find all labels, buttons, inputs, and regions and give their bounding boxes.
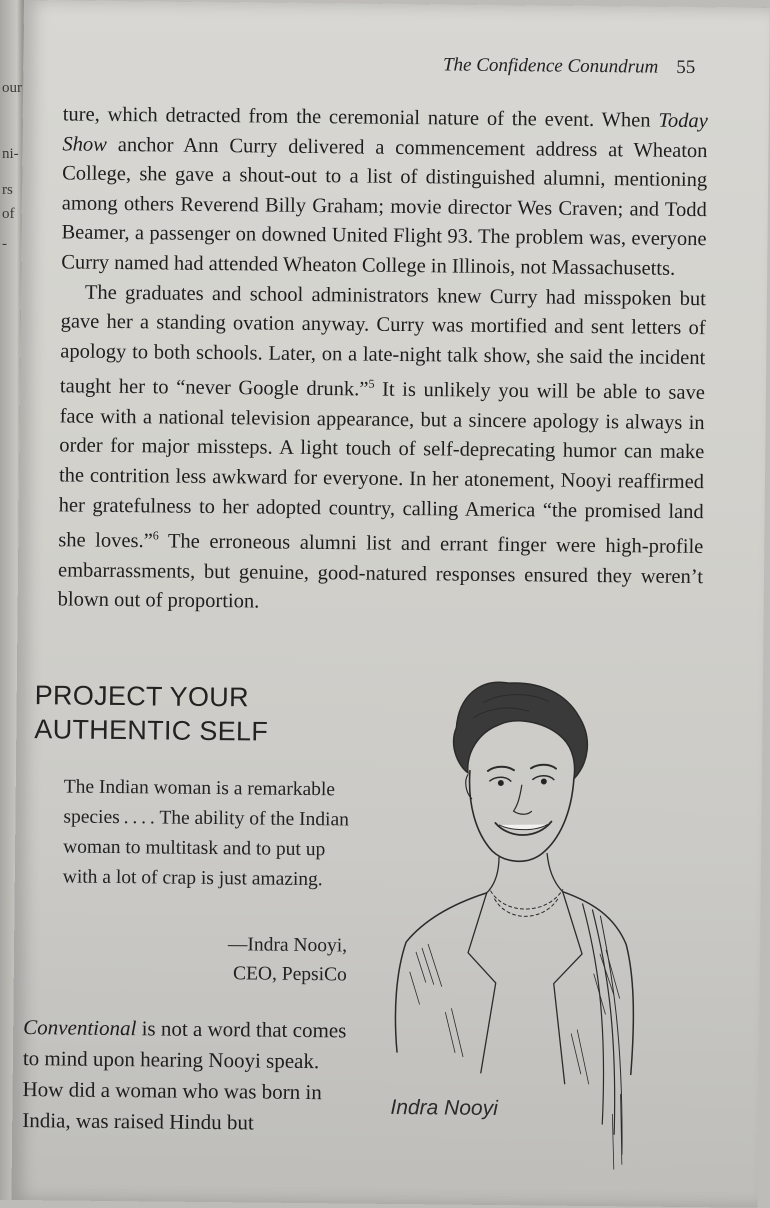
prev-page-fragment: - [2,236,7,252]
paragraph-text: anchor Ann Curry delivered a commencement address at Wheaton College, she gave a shout-out to a list of distinguished alumni, mentioning among others Reverend Billy Graham; movie director Wes Craven; and Todd Beamer, a passenger on downed United Flight 93. The problem was, everyone Curry named had attended Wheaton College in Illinois, not Massachusetts. [61,133,708,280]
prev-page-fragment: rs [2,182,13,198]
paragraph-1 [61,100,708,284]
paragraph-text: It is unlikely you will be able to save face with a national television appearance, but a sincere apology is always in order for major missteps. A light touch of self-deprecating humor can make the contrition less awkward for everyone. In her atonement, Nooyi reaffirmed her gratefulness to her adopted country, calling America “the promised land she loves.” [58,378,706,553]
footnote-marker: 5 [368,376,375,392]
page-number: 55 [676,56,696,79]
paragraph-text: The erroneous alumni list and errant finger were high-profile embarrassments, but genuine, good-natured responses ensured they weren’t blown out of proportion. [57,530,704,613]
section-heading-line: PROJECT YOUR [34,680,250,713]
attribution-author: —Indra Nooyi, [227,934,348,957]
prev-page-fragment: our [2,80,22,96]
paragraph-text: The graduates and school administrators knew Curry had misspoken but gave her a standing ovation anyway. Curry was mortified and sent letters of apology to both schools. Later, on a late-night talk show, she said the incident taught her to “never Google drunk.” [59,281,707,401]
paragraph-text: ture, which detracted from the ceremonial nature of the event. When [62,103,659,132]
running-head: The Confidence Conundrum [442,54,659,78]
prev-page-fragment: ni- [2,146,19,162]
italic-title: Today Show [62,109,708,156]
epigraph-quote: The Indian woman is a remarkable species . . . . The ability of the Indian woman to multitask and to put up with a lot of crap is just amazing. [62,776,350,891]
italic-word: Conventional [23,1015,137,1041]
section-heading [34,678,335,749]
section-body-text [22,1012,353,1139]
body-text [58,100,708,621]
illustration-caption: Indra Nooyi [390,1095,498,1121]
paragraph-2 [58,278,706,622]
section-heading-line: AUTHENTIC SELF [34,714,269,747]
epigraph-attribution [62,928,348,989]
page-header [443,54,696,79]
paragraph-text: is not a word that comes to mind upon hearing Nooyi speak. How did a woman who was born in India, was raised Hindu but [22,1016,347,1135]
attribution-role: CEO, PepsiCo [232,963,347,986]
footnote-marker: 6 [152,528,159,543]
book-page [11,0,770,1208]
prev-page-fragment: of [2,206,15,222]
